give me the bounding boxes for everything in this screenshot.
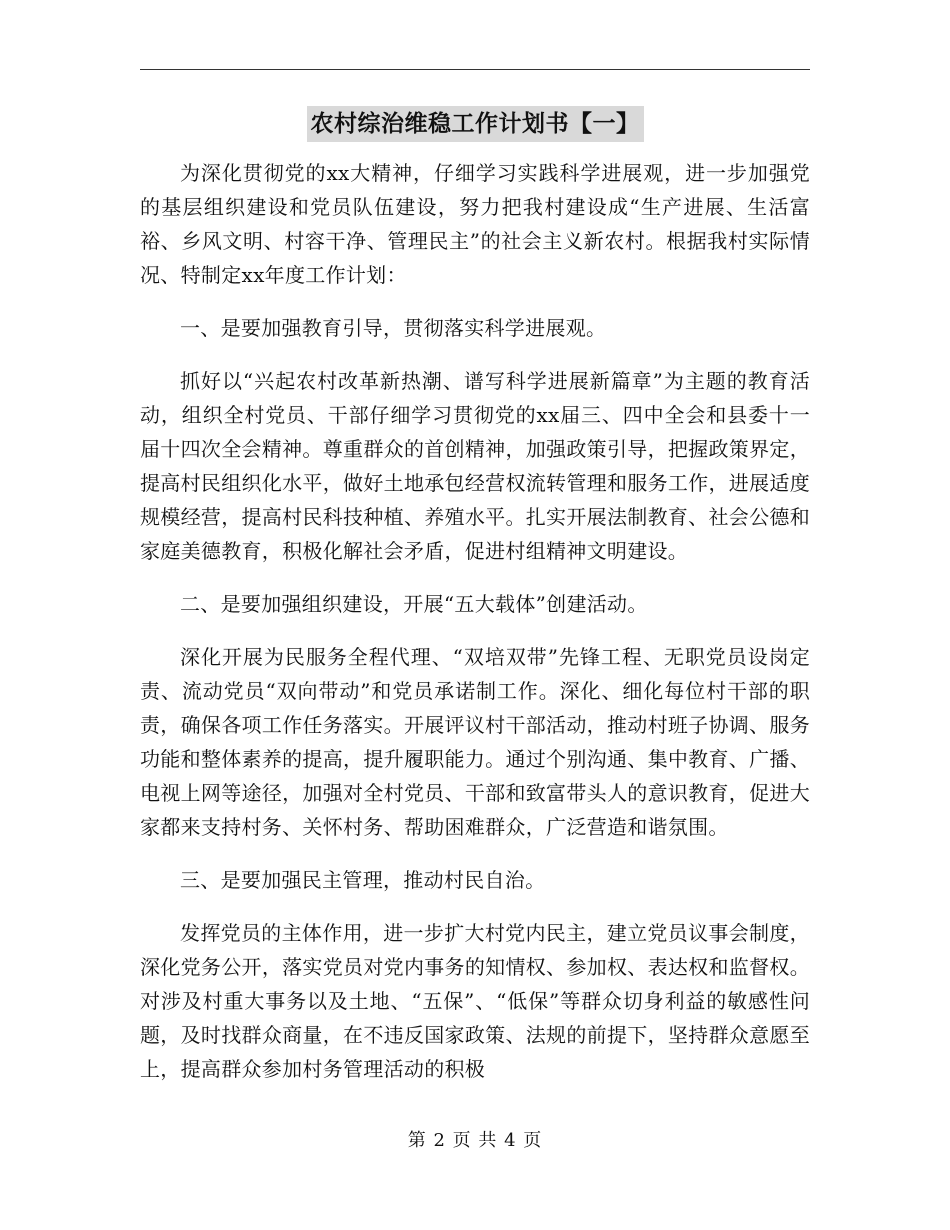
section-paragraph-3: 发挥党员的主体作用，进一步扩大村党内民主，建立党员议事会制度，深化党务公开，落实党员对党内事务的知情权、参加权、表达权和监督权。对涉及村重大事务以及土地、“五保”、“低保”等群众切身利益的敏感性问题，及时找群众商量，在不违反国家政策、法规的前提下，坚持群众意愿至上，提高群众参加村务管理活动的积极	[140, 921, 810, 1081]
page-number-footer: 第 2 页 共 4 页	[407, 1130, 543, 1151]
header-rule	[140, 69, 810, 70]
section-heading-2: 二、是要加强组织建设，开展“五大载体”创建活动。	[180, 592, 648, 616]
title-container	[140, 106, 810, 142]
document-body	[140, 156, 810, 1105]
section-paragraph-1: 抓好以“兴起农村改革新热潮、谱写科学进展新篇章”为主题的教育活动，组织全村党员、干部仔细学习贯彻党的xx届三、四中全会和县委十一届十四次全会精神。尊重群众的首创精神，加强政策引导，把握政策界定，提高村民组织化水平，做好土地承包经营权流转管理和服务工作，进展适度规模经营，提高村民科技种植、养殖水平。扎实开展法制教育、社会公德和家庭美德教育，积极化解社会矛盾，促进村组精神文明建设。	[140, 369, 810, 563]
document-title: 农村综治维稳工作计划书【一】	[307, 106, 644, 142]
section-heading-1: 一、是要加强教育引导，贯彻落实科学进展观。	[180, 316, 607, 340]
section-paragraph-2: 深化开展为民服务全程代理、“双培双带”先锋工程、无职党员设岗定责、流动党员“双向带动”和党员承诺制工作。深化、细化每位村干部的职责，确保各项工作任务落实。开展评议村干部活动，推动村班子协调、服务功能和整体素养的提高，提升履职能力。通过个别沟通、集中教育、广播、电视上网等途径，加强对全村党员、干部和致富带头人的意识教育，促进大家都来支持村务、关怀村务、帮助困难群众，广泛营造和谐氛围。	[140, 645, 810, 839]
intro-paragraph: 为深化贯彻党的xx大精神，仔细学习实践科学进展观，进一步加强党的基层组织建设和党员队伍建设，努力把我村建设成“生产进展、生活富裕、乡风文明、村容干净、管理民主”的社会主义新农村。根据我村实际情况、特制定xx年度工作计划：	[140, 161, 810, 287]
section-heading-3: 三、是要加强民主管理，推动村民自治。	[180, 868, 546, 892]
